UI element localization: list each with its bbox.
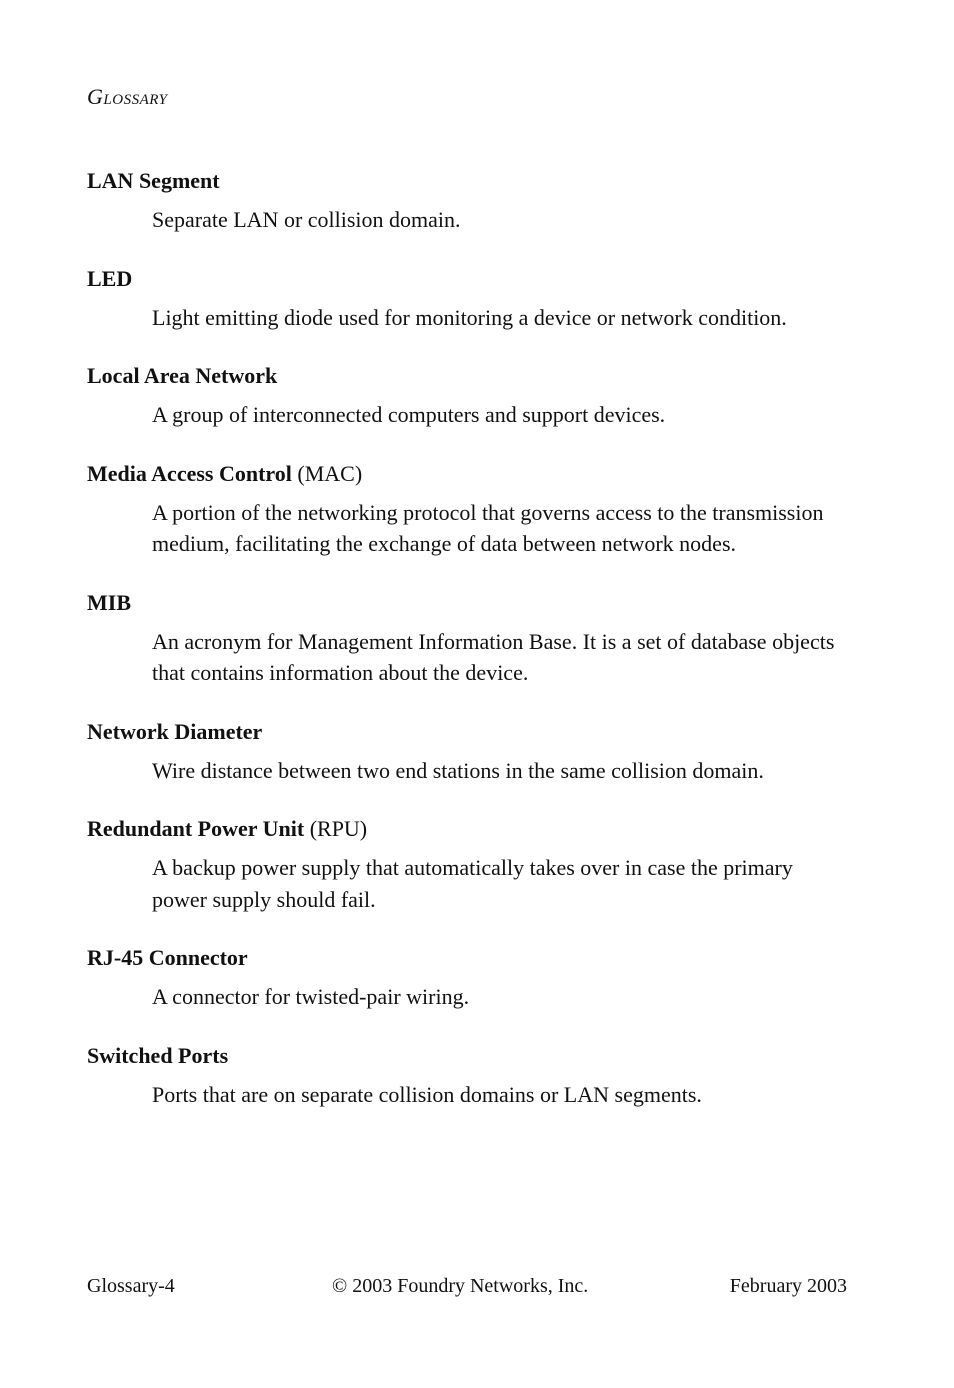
glossary-term — [87, 1041, 847, 1071]
term-name: LAN Segment — [87, 168, 220, 193]
glossary-term — [87, 717, 847, 747]
term-abbreviation: (RPU) — [309, 816, 368, 841]
term-name: Media Access Control — [87, 460, 292, 486]
copyright-notice: © 2003 Foundry Networks, Inc. — [332, 1275, 589, 1297]
term-name: Local Area Network — [87, 363, 278, 388]
publication-date: February 2003 — [729, 1275, 847, 1297]
glossary-entry — [87, 943, 847, 1013]
glossary-term — [87, 264, 847, 294]
glossary-term — [87, 588, 847, 618]
page-number: Glossary-4 — [87, 1275, 175, 1297]
glossary-definition: Ports that are on separate collision domains or LAN segments. — [152, 1081, 702, 1107]
glossary-entry — [87, 459, 847, 560]
term-abbreviation: (MAC) — [297, 460, 363, 486]
glossary-entry — [87, 717, 847, 787]
term-name: Redundant Power Unit — [87, 816, 305, 841]
glossary-term — [87, 459, 847, 489]
glossary-definition: A group of interconnected computers and support devices. — [152, 402, 666, 427]
glossary-definition: A backup power supply that automatically takes over in case the primary power supply should fail. — [152, 855, 793, 912]
glossary-definition: A connector for twisted-pair wiring. — [152, 984, 470, 1009]
glossary-definition: An acronym for Management Information Base. It is a set of database objects that contains information about the device. — [152, 628, 835, 685]
glossary-entry — [87, 264, 847, 334]
glossary-definition: A portion of the networking protocol that governs access to the transmission medium, facilitating the exchange of data between network nodes. — [152, 499, 824, 556]
term-name: Switched Ports — [87, 1042, 229, 1068]
glossary-list — [87, 166, 847, 1110]
glossary-entry — [87, 166, 847, 236]
glossary-definition: Wire distance between two end stations in the same collision domain. — [152, 757, 764, 783]
glossary-entry — [87, 1041, 847, 1111]
term-name: Network Diameter — [87, 718, 263, 744]
glossary-term — [87, 361, 847, 391]
glossary-entry — [87, 361, 847, 431]
glossary-entry — [87, 588, 847, 689]
glossary-term — [87, 943, 847, 973]
term-name: MIB — [87, 589, 131, 615]
glossary-entry — [87, 814, 847, 915]
glossary-definition: Light emitting diode used for monitoring a device or network condition. — [152, 304, 787, 330]
glossary-term — [87, 814, 847, 844]
term-name: LED — [87, 265, 133, 291]
term-name: RJ-45 Connector — [87, 945, 248, 970]
page-header: Glossary — [87, 84, 168, 109]
glossary-definition: Separate LAN or collision domain. — [152, 207, 461, 232]
glossary-term — [87, 166, 847, 196]
